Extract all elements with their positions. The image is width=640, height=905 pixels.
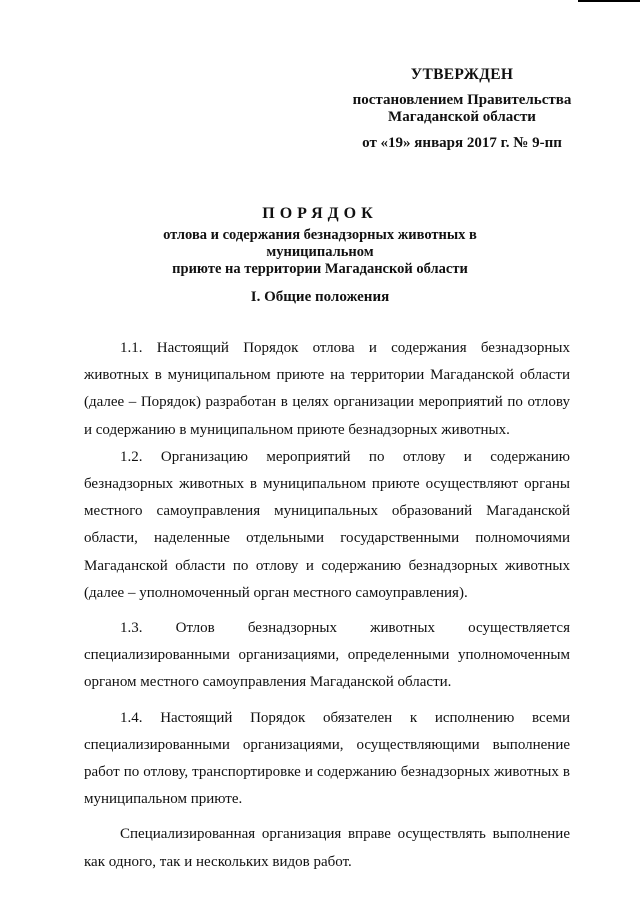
document-subtitle-line-1: отлова и содержания безнадзорных животных в муниципальном [163,227,477,260]
paragraph-specialized-org: Специализированная организация вправе осуществлять выполнение как одного, так и нескольких видов работ. [84,826,570,870]
document-body [84,335,570,876]
paragraph-1-1: 1.1. Настоящий Порядок отлова и содержания безнадзорных животных в муниципальном приюте на территории Магаданской области (далее – Порядок) разработан в целях организации мероприятий по отлову и содержанию в муниципальном приюте безнадзорных животных. [84,340,570,438]
paragraph-1-4: 1.4. Настоящий Порядок обязателен к исполнению всеми специализированными организациями, осуществляющими выполнение работ по отлову, транспортировке и содержанию безнадзорных животных в муниципальном приюте. [84,709,570,808]
paragraph-1-3: 1.3. Отлов безнадзорных животных осуществляется специализированными организациями, определенными уполномоченным органом местного самоуправления Магаданской области. [84,620,570,691]
approval-stamp [342,66,582,152]
section-heading: I. Общие положения [250,289,390,305]
document-title: ПОРЯДОК [262,205,378,222]
approval-line-2: Магаданской области [388,109,536,125]
approval-heading: УТВЕРЖДЕН [410,66,514,83]
approval-line-1: постановлением Правительства [352,92,572,108]
approval-date: от «19» января 2017 г. № 9-пп [362,135,562,151]
document-subtitle [120,227,520,278]
corner-rule [578,0,640,2]
paragraph-1-2: 1.2. Организацию мероприятий по отлову и содержанию безнадзорных животных в муниципальном приюте осуществляют органы местного самоуправления муниципальных образований Магаданской области, наделенные отдельными государственными полномочиями Магаданской области по отлову и содержанию безнадзорных животных (далее – уполномоченный орган местного самоуправления). [84,448,570,601]
document-subtitle-line-2: приюте на территории Магаданской области [172,261,468,277]
